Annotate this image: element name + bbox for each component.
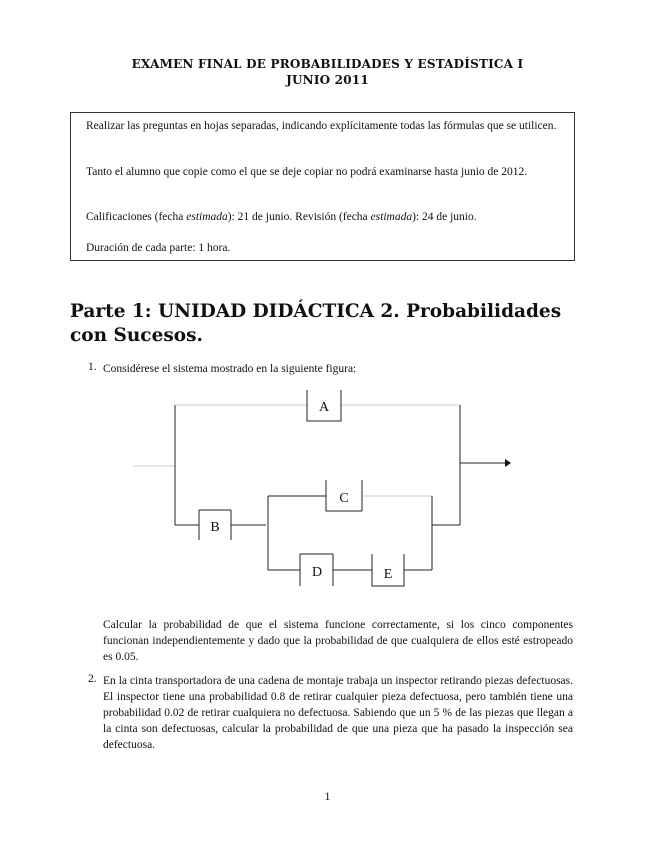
question-2-body: En la cinta transportadora de una cadena de montaje trabaja un inspector retirando piezas defectuosas. El inspector tiene una probabilidad 0.8 de retirar cualquier pieza defectuosa, pero también tiene una probabilidad 0.02 de retirar cualquiera no defectuosa. Sabiendo que un 5 % de las piezas que llegan a la cinta son defectuosas, calcular la probabilidad de que una pieza que ha pasado la inspección sea defectuosa.	[103, 675, 573, 751]
instructions-box	[70, 112, 575, 261]
instruction-copying: Tanto el alumno que copie como el que se deje copiar no podrá examinarse hasta junio de 2012.	[86, 166, 528, 178]
system-diagram	[0, 380, 655, 600]
question-1-body: Calcular la probabilidad de que el sistema funcione correctamente, si los cinco componentes funcionan independientemente y dado que la probabilidad de que cualquiera de ellos esté estropeado es 0.05.	[103, 619, 573, 663]
section-title: Parte 1: UNIDAD DIDÁCTICA 2. Probabilidades con Sucesos.	[70, 301, 562, 346]
question-1-number: 1.	[88, 361, 97, 373]
component-e-label: E	[383, 567, 393, 582]
component-c-label: C	[339, 491, 349, 506]
exam-title: EXAMEN FINAL DE PROBABILIDADES Y ESTADÍSTICA I	[131, 57, 524, 71]
page-number: 1	[324, 789, 331, 803]
question-1-intro: Considérese el sistema mostrado en la siguiente figura:	[103, 363, 357, 375]
instruction-grades: Calificaciones (fecha estimada): 21 de junio. Revisión (fecha estimada): 24 de junio.	[86, 211, 477, 223]
instruction-formulas: Realizar las preguntas en hojas separadas, indicando explícitamente todas las fórmulas que se utilicen.	[86, 120, 557, 132]
question-2-number: 2.	[88, 673, 97, 685]
output-arrow-icon	[505, 459, 511, 467]
component-b-label: B	[210, 520, 220, 535]
exam-date: JUNIO 2011	[286, 73, 369, 87]
component-a-label: A	[318, 400, 330, 415]
instruction-duration: Duración de cada parte: 1 hora.	[86, 242, 231, 254]
component-d-label: D	[311, 565, 323, 580]
